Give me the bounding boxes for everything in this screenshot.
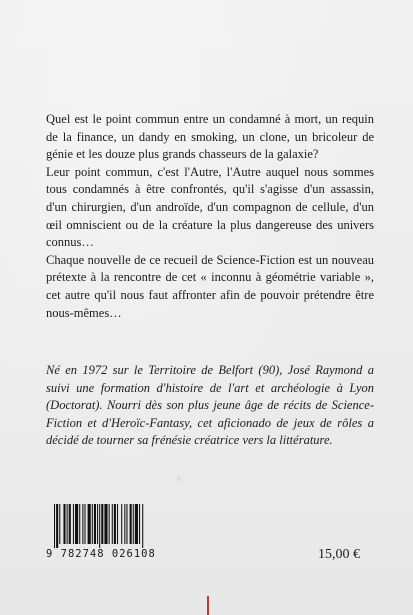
- barcode-bar: [133, 504, 134, 544]
- price-label: 15,00 €: [318, 547, 360, 562]
- barcode-bar: [99, 504, 100, 548]
- barcode-bar: [73, 504, 74, 544]
- barcode-bar: [84, 504, 85, 544]
- barcode-bar: [79, 504, 80, 544]
- barcode-bar: [114, 504, 116, 544]
- barcode-bar: [139, 504, 140, 544]
- barcode-bar: [117, 504, 118, 544]
- blurb-paragraph-1: Quel est le point commun entre un condamné à mort, un requin de la finance, un dandy en smoking, un clone, un bricoleur de génie et les douze plus grands chasseurs de la galaxie?: [46, 112, 374, 162]
- barcode-bar: [54, 504, 55, 548]
- spine-red-mark: [207, 596, 209, 615]
- barcode-bar: [135, 504, 138, 544]
- barcode-bar: [124, 504, 125, 544]
- barcode-bar: [59, 504, 60, 544]
- back-cover-blurb: [46, 111, 374, 322]
- barcode-bar: [94, 504, 96, 544]
- faint-smudge: ✳: [175, 474, 183, 484]
- isbn-barcode: [46, 504, 196, 562]
- barcode-bar: [126, 504, 127, 544]
- barcode-bar: [75, 504, 78, 544]
- barcode-bar: [130, 504, 132, 544]
- barcode-bar: [92, 504, 93, 544]
- barcode-bar: [88, 504, 91, 544]
- author-bio: [46, 362, 374, 450]
- barcode-bar: [104, 504, 107, 544]
- barcode-bar: [101, 504, 103, 544]
- barcode-bar: [142, 504, 143, 548]
- barcode-bar: [109, 504, 110, 544]
- barcode-bars: [46, 504, 196, 548]
- barcode-bar: [56, 504, 58, 548]
- barcode-bar: [112, 504, 113, 544]
- barcode-bar: [82, 504, 83, 544]
- barcode-bar: [67, 504, 68, 544]
- author-bio-text: Né en 1972 sur le Territoire de Belfort (90), José Raymond a suivi une formation d'histoire de l'art et archéologie à Lyon (Doctorat). Nourri dès son plus jeune âge de récits de Science-Fiction et d'Heroïc-Fantasy, cet aficionado de jeux de rôles a décidé de tourner sa frénésie créatrice vers la littérature.: [46, 363, 374, 448]
- barcode-bar: [121, 504, 122, 544]
- barcode-bar: [97, 504, 98, 544]
- blurb-paragraph-2: Leur point commun, c'est l'Autre, l'Autre auquel nous sommes tous condamnés à être confrontés, qu'il s'agisse d'un assassin, d'un chirurgien, d'un androïde, d'un compagnon de cellule, d'un œil omniscient ou de la créature la plus dangereuse des univers connus…: [46, 164, 374, 250]
- barcode-digits: 9 782748 026108: [46, 548, 156, 560]
- blurb-paragraph-3: Chaque nouvelle de ce recueil de Science-Fiction est un nouveau prétexte à la rencontre de cet « inconnu à géométrie variable », cet autre qu'il nous faut affronter afin de pouvoir prétendre être nous-mêmes…: [46, 252, 374, 320]
- barcode-bar: [69, 504, 71, 544]
- barcode-bar: [63, 504, 65, 544]
